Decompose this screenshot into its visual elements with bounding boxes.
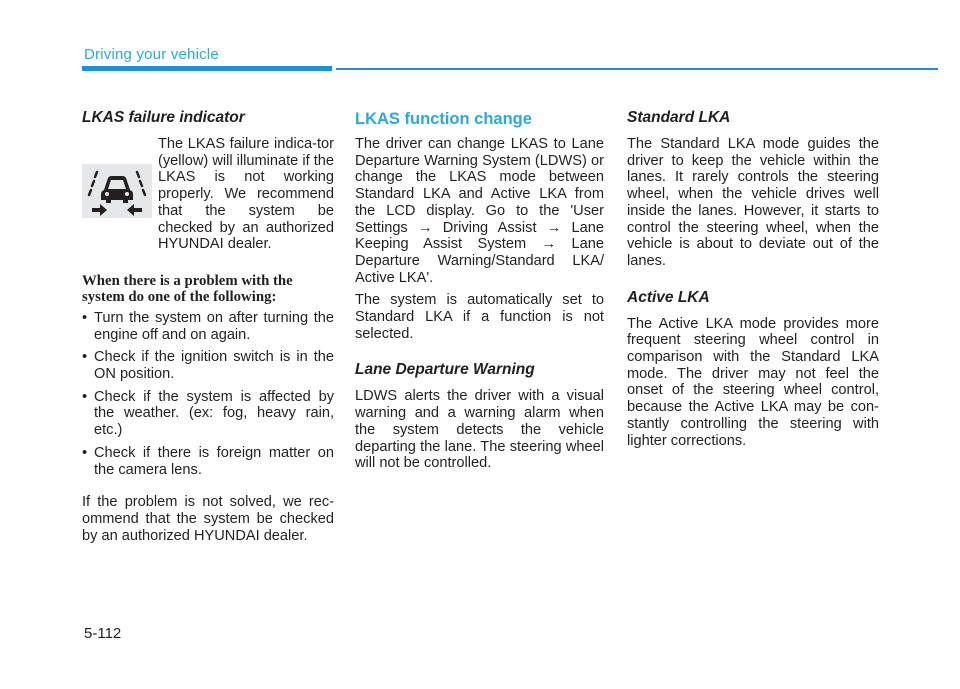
standard-lka-heading: Standard LKA [627, 109, 731, 126]
problem-heading: When there is a problem with the system do one of the following: [82, 272, 293, 306]
section-title: LKAS function change [355, 110, 532, 128]
function-change-paragraph: The driver can change LKAS to Lane Departure Warning System (LDWS) or change the LKAS mode between Standard LKA and Active LKA from the LCD display. Go to the 'User Settings → Driving Assist → Lane Keeping Assist System → Lane Departure Warning/Standard LKA/ Active LKA'. [355, 136, 604, 286]
column-right [627, 108, 879, 449]
active-lka-paragraph: The Active LKA mode provides more frequent steering wheel control in comparison with the Standard LKA mode. The driver may not feel the onset of the steering wheel control, because the Active LKA may be con-stantly controlling the steering with lighter corrections. [627, 315, 879, 449]
ldw-paragraph: LDWS alerts the driver with a visual warning and a warning alarm when the system detects the vehicle departing the lane. The steering wheel will not be controlled. [355, 388, 604, 472]
ldw-heading: Lane Departure Warning [355, 361, 535, 379]
lkas-failure-heading: LKAS failure indicator [82, 109, 245, 126]
lkas-failure-car-icon [82, 164, 152, 218]
header-title: Driving your vehicle [84, 46, 219, 63]
active-lka-heading: Active LKA [627, 288, 710, 306]
column-middle [355, 108, 604, 472]
indicator-description: The LKAS failure indica-tor (yellow) will illuminate if the LKAS is not working properly. We recommend that the system be checked by an authorized HYUNDAI dealer. [158, 136, 334, 253]
header-rule-thick [82, 66, 332, 71]
closing-paragraph: If the problem is not solved, we rec-ommend that the system be checked by an authorized HYUNDAI dealer. [82, 494, 334, 544]
list-item: • Turn the system on after turning the engine off and on again. [82, 310, 334, 343]
list-item: • Check if the ignition switch is in the ON position. [82, 349, 334, 382]
column-left [82, 108, 334, 544]
page-number: 5-112 [84, 625, 122, 642]
indicator-text-block [158, 136, 334, 253]
troubleshoot-list [82, 310, 334, 478]
indicator-block [82, 136, 334, 253]
standard-lka-paragraph: The Standard LKA mode guides the driver to keep the vehicle within the lanes. It rarely controls the steering wheel, when the vehicle drives well inside the lanes. However, it starts to control the steering wheel, when the vehicle is about to deviate out of the lanes. [627, 136, 879, 269]
list-item: • Check if the system is affected by the weather. (ex: fog, heavy rain, etc.) [82, 389, 334, 439]
list-item: • Check if there is foreign matter on the camera lens. [82, 445, 334, 478]
header-rule-thin [336, 68, 938, 70]
default-mode-paragraph: The system is automatically set to Standard LKA if a function is not selected. [355, 292, 604, 342]
